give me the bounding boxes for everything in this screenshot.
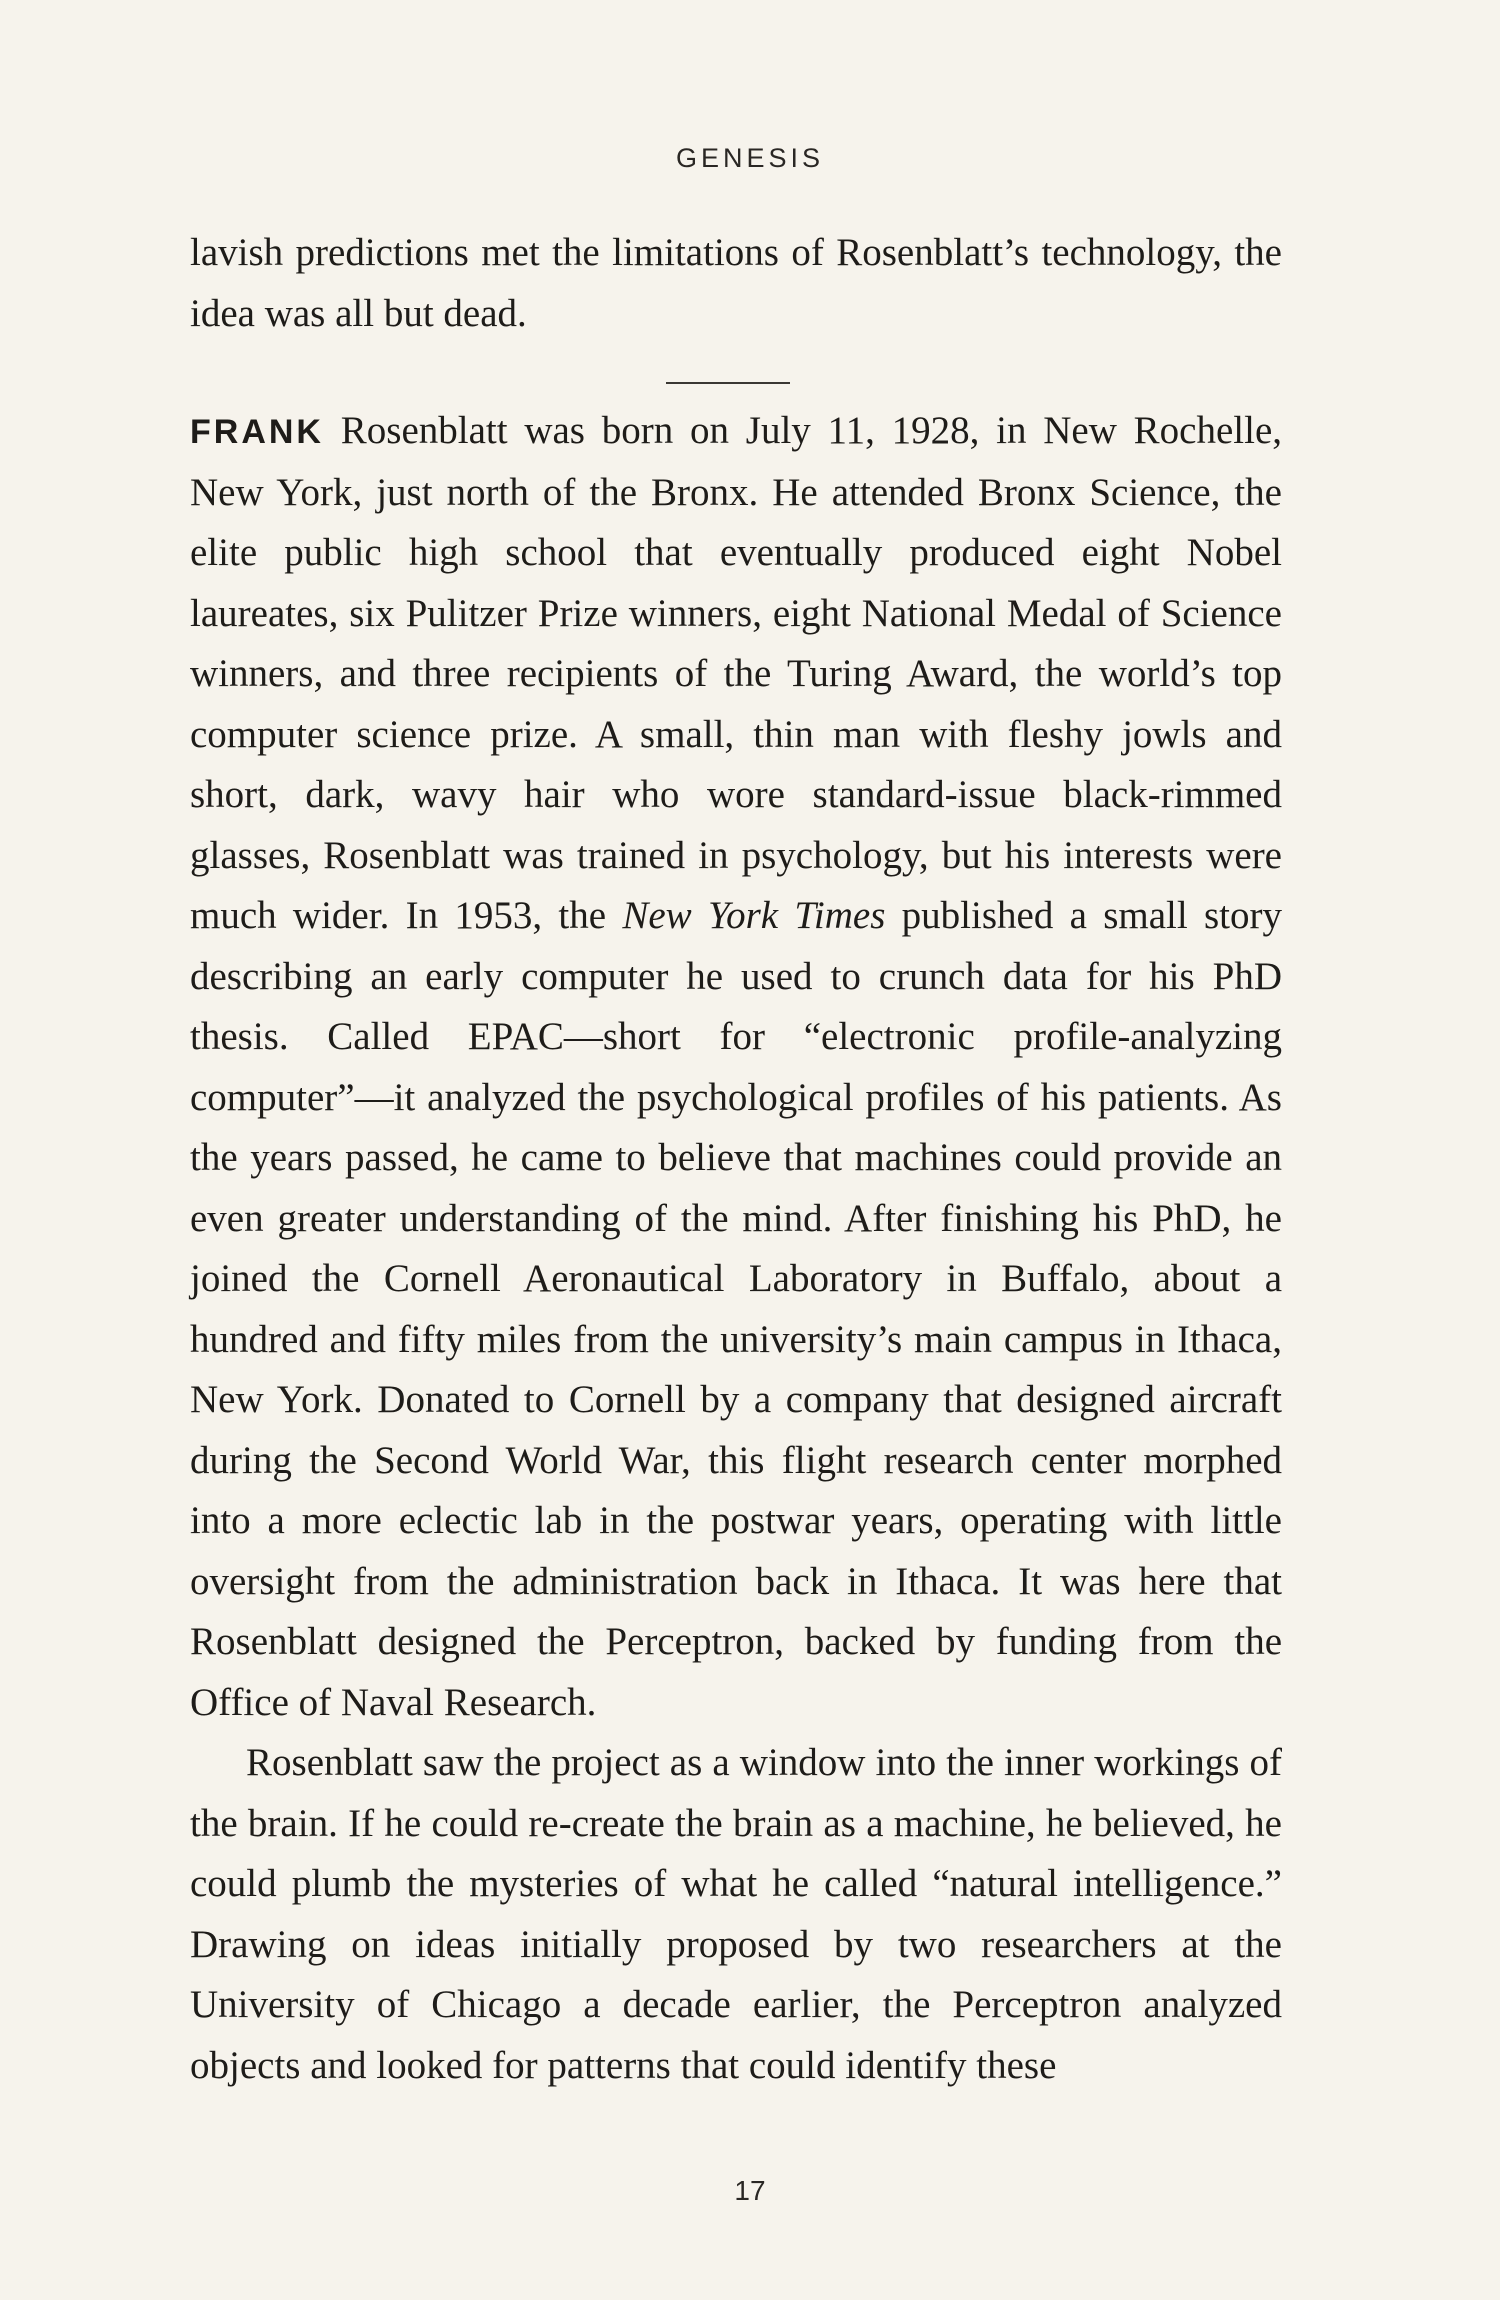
running-head: GENESIS [675, 143, 825, 173]
section-divider [666, 382, 790, 384]
paragraph-2: Rosenblatt saw the project as a window into the inner workings of the brain. If he could re-create the brain as a machine, he believed, he could plumb the mysteries of what he called “natural intelligence.” Drawing on ideas initially proposed by two researchers at the University of Chicago a decade earlier, the Perceptron analyzed objects and looked for patterns that could identify these [190, 1741, 1282, 2087]
continuation-text [190, 223, 1282, 344]
publication-title: New York Times [622, 894, 886, 937]
section-lead-in: FRANK [190, 413, 324, 451]
body-text [190, 401, 1282, 2096]
paragraph-1-text-a: Rosenblatt was born on July 11, 1928, in New Rochelle, New York, just north of the Bronx. He attended Bronx Science, the elite public high school that eventually produced eight Nobel laureates, six Pulitzer Prize winners, eight National Medal of Science winners, and three recipients of the Turing Award, the world’s top computer science prize. A small, thin man with fleshy jowls and short, dark, wavy hair who wore standard-issue black-rimmed glasses, Rosenblatt was trained in psychology, but his interests were much wider. In 1953, the [190, 409, 1282, 937]
page-number: 17 [734, 2175, 766, 2206]
paragraph-1-text-b: published a small story describing an early computer he used to crunch data for his PhD thesis. Called EPAC—short for “electronic profile-analyzing computer”—it analyzed the psychological profiles of his patients. As the years passed, he came to believe that machines could provide an even greater understanding of the mind. After finishing his PhD, he joined the Cornell Aeronautical Laboratory in Buffalo, about a hundred and fifty miles from the university’s main campus in Ithaca, New York. Donated to Cornell by a company that designed aircraft during the Second World War, this flight research center morphed into a more eclectic lab in the postwar years, operating with little oversight from the administration back in Ithaca. It was here that Rosenblatt designed the Perceptron, backed by funding from the Office of Naval Research. [190, 894, 1282, 1724]
paragraph-1 [190, 401, 1282, 1733]
continuation-paragraph: lavish predictions met the limitations of Rosenblatt’s technology, the idea was all but dead. [190, 231, 1282, 335]
